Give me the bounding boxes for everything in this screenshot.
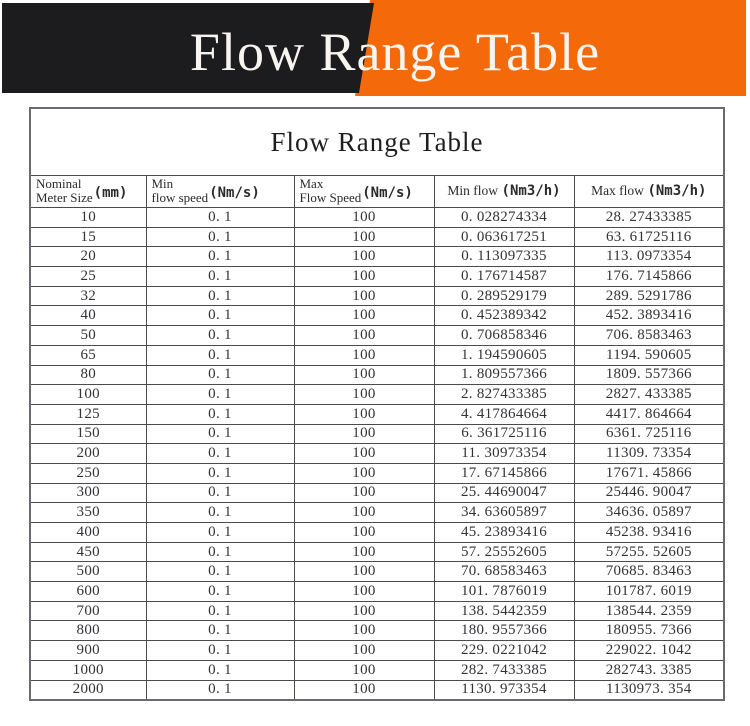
max-speed-cell: 100 [294,641,434,661]
max-speed-cell: 100 [294,582,434,602]
table-header-row [30,176,724,208]
max-speed-cell: 100 [294,463,434,483]
min-speed-cell: 0. 1 [146,542,294,562]
unit-nm-s: (Nm/s) [362,185,413,201]
min-flow-cell: 180. 9557366 [434,621,574,641]
max-flow-cell: 28. 27433385 [574,208,724,228]
size-cell: 80 [30,365,146,385]
table-row [30,523,724,543]
max-flow-cell: 180955. 7366 [574,621,724,641]
size-cell: 300 [30,483,146,503]
size-cell: 350 [30,503,146,523]
max-flow-cell: 176. 7145866 [574,267,724,287]
col-header-label: Max Flow Speed [299,176,362,205]
min-speed-cell: 0. 1 [146,562,294,582]
max-flow-cell: 6361. 725116 [574,424,724,444]
banner-title: Flow Range Table [189,22,601,82]
min-flow-cell: 6. 361725116 [434,424,574,444]
max-flow-cell: 4417. 864664 [574,404,724,424]
min-speed-cell: 0. 1 [146,503,294,523]
max-flow-cell: 706. 8583463 [574,326,724,346]
size-cell: 800 [30,621,146,641]
min-flow-cell: 0. 289529179 [434,286,574,306]
col-header-label: Min flow speed [151,176,209,205]
table-row [30,424,724,444]
min-speed-cell: 0. 1 [146,601,294,621]
min-flow-cell: 101. 7876019 [434,582,574,602]
size-cell: 32 [30,286,146,306]
min-flow-cell: 0. 176714587 [434,267,574,287]
max-speed-cell: 100 [294,365,434,385]
col-header-min-flow-speed [146,176,294,208]
table-row [30,267,724,287]
col-header-min-flow [434,176,574,208]
size-cell: 900 [30,641,146,661]
max-speed-cell: 100 [294,227,434,247]
min-flow-cell: 0. 028274334 [434,208,574,228]
max-flow-cell: 2827. 433385 [574,385,724,405]
unit-nm3-h: (Nm3/h) [501,183,561,199]
max-flow-cell: 25446. 90047 [574,483,724,503]
size-cell: 100 [30,385,146,405]
table-row [30,601,724,621]
col-header-max-flow-speed [294,176,434,208]
table-row [30,365,724,385]
table-row [30,444,724,464]
size-cell: 600 [30,582,146,602]
max-flow-cell: 11309. 73354 [574,444,724,464]
max-speed-cell: 100 [294,345,434,365]
max-speed-cell: 100 [294,680,434,700]
header-banner [0,0,750,98]
max-flow-cell: 34636. 05897 [574,503,724,523]
min-flow-cell: 70. 68583463 [434,562,574,582]
max-flow-cell: 1809. 557366 [574,365,724,385]
table-title-row [30,108,724,176]
min-flow-cell: 17. 67145866 [434,463,574,483]
col-header-max-flow [574,176,724,208]
size-cell: 200 [30,444,146,464]
max-flow-cell: 45238. 93416 [574,523,724,543]
min-speed-cell: 0. 1 [146,267,294,287]
max-flow-cell: 17671. 45866 [574,463,724,483]
max-flow-cell: 1194. 590605 [574,345,724,365]
max-flow-cell: 138544. 2359 [574,601,724,621]
max-speed-cell: 100 [294,562,434,582]
max-speed-cell: 100 [294,483,434,503]
min-speed-cell: 0. 1 [146,385,294,405]
size-cell: 1000 [30,660,146,680]
max-speed-cell: 100 [294,542,434,562]
table-row [30,463,724,483]
min-speed-cell: 0. 1 [146,621,294,641]
max-speed-cell: 100 [294,286,434,306]
size-cell: 65 [30,345,146,365]
max-speed-cell: 100 [294,267,434,287]
min-speed-cell: 0. 1 [146,424,294,444]
table-row [30,483,724,503]
size-cell: 40 [30,306,146,326]
max-speed-cell: 100 [294,503,434,523]
min-speed-cell: 0. 1 [146,247,294,267]
max-flow-cell: 282743. 3385 [574,660,724,680]
max-speed-cell: 100 [294,385,434,405]
max-flow-cell: 70685. 83463 [574,562,724,582]
min-speed-cell: 0. 1 [146,286,294,306]
max-flow-cell: 63. 61725116 [574,227,724,247]
table-row [30,247,724,267]
size-cell: 2000 [30,680,146,700]
min-flow-cell: 25. 44690047 [434,483,574,503]
min-speed-cell: 0. 1 [146,345,294,365]
max-flow-cell: 101787. 6019 [574,582,724,602]
max-speed-cell: 100 [294,444,434,464]
min-speed-cell: 0. 1 [146,365,294,385]
table-title: Flow Range Table [30,108,724,176]
min-flow-cell: 138. 5442359 [434,601,574,621]
min-speed-cell: 0. 1 [146,227,294,247]
max-speed-cell: 100 [294,424,434,444]
flow-range-table [29,107,725,701]
col-header-label: Nominal Meter Size [36,176,93,205]
table-row [30,286,724,306]
size-cell: 125 [30,404,146,424]
min-speed-cell: 0. 1 [146,208,294,228]
min-flow-cell: 57. 25552605 [434,542,574,562]
min-flow-cell: 45. 23893416 [434,523,574,543]
table-row [30,404,724,424]
min-flow-cell: 0. 063617251 [434,227,574,247]
size-cell: 50 [30,326,146,346]
flow-range-table-wrap [29,107,725,701]
min-flow-cell: 282. 7433385 [434,660,574,680]
size-cell: 150 [30,424,146,444]
min-speed-cell: 0. 1 [146,404,294,424]
min-flow-cell: 1130. 973354 [434,680,574,700]
table-row [30,621,724,641]
min-speed-cell: 0. 1 [146,680,294,700]
min-flow-cell: 1. 809557366 [434,365,574,385]
max-flow-cell: 57255. 52605 [574,542,724,562]
size-cell: 25 [30,267,146,287]
size-cell: 15 [30,227,146,247]
min-flow-cell: 1. 194590605 [434,345,574,365]
min-speed-cell: 0. 1 [146,483,294,503]
table-body [30,208,724,701]
min-flow-cell: 0. 706858346 [434,326,574,346]
size-cell: 700 [30,601,146,621]
max-flow-cell: 452. 3893416 [574,306,724,326]
max-speed-cell: 100 [294,306,434,326]
size-cell: 250 [30,463,146,483]
min-speed-cell: 0. 1 [146,582,294,602]
max-speed-cell: 100 [294,523,434,543]
table-row [30,542,724,562]
max-speed-cell: 100 [294,660,434,680]
table-row [30,227,724,247]
col-header-nominal-meter-size [30,176,146,208]
min-flow-cell: 4. 417864664 [434,404,574,424]
table-row [30,385,724,405]
max-speed-cell: 100 [294,247,434,267]
min-speed-cell: 0. 1 [146,444,294,464]
max-speed-cell: 100 [294,621,434,641]
size-cell: 500 [30,562,146,582]
table-row [30,660,724,680]
max-flow-cell: 229022. 1042 [574,641,724,661]
min-speed-cell: 0. 1 [146,326,294,346]
table-row [30,503,724,523]
max-flow-cell: 289. 5291786 [574,286,724,306]
min-speed-cell: 0. 1 [146,641,294,661]
min-flow-cell: 2. 827433385 [434,385,574,405]
min-flow-cell: 0. 113097335 [434,247,574,267]
table-row [30,562,724,582]
size-cell: 20 [30,247,146,267]
col-header-label: Min flow [447,183,499,198]
min-flow-cell: 11. 30973354 [434,444,574,464]
min-flow-cell: 34. 63605897 [434,503,574,523]
table-row [30,306,724,326]
max-speed-cell: 100 [294,208,434,228]
min-flow-cell: 229. 0221042 [434,641,574,661]
max-flow-cell: 113. 0973354 [574,247,724,267]
min-speed-cell: 0. 1 [146,463,294,483]
size-cell: 450 [30,542,146,562]
min-speed-cell: 0. 1 [146,306,294,326]
size-cell: 400 [30,523,146,543]
unit-nm3-h: (Nm3/h) [647,183,707,199]
unit-mm: (mm) [93,185,128,201]
table-row [30,582,724,602]
table-row [30,326,724,346]
table-row [30,208,724,228]
max-speed-cell: 100 [294,404,434,424]
max-speed-cell: 100 [294,601,434,621]
col-header-label: Max flow [591,183,644,198]
size-cell: 10 [30,208,146,228]
unit-nm-s: (Nm/s) [209,185,260,201]
table-row [30,641,724,661]
min-speed-cell: 0. 1 [146,523,294,543]
table-row [30,345,724,365]
max-flow-cell: 1130973. 354 [574,680,724,700]
min-speed-cell: 0. 1 [146,660,294,680]
table-row [30,680,724,700]
min-flow-cell: 0. 452389342 [434,306,574,326]
max-speed-cell: 100 [294,326,434,346]
